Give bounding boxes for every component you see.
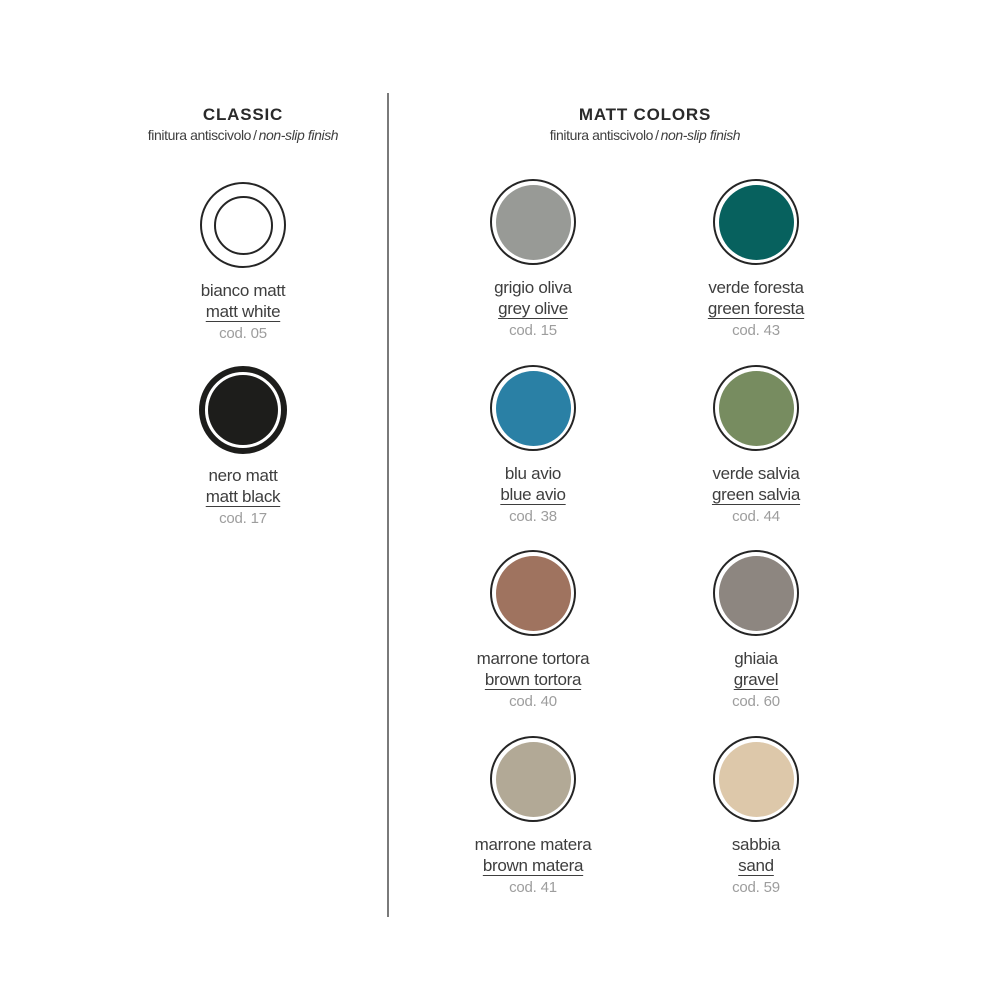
swatch-code: cod. 38 bbox=[509, 508, 557, 525]
swatch-name-english: sand bbox=[738, 856, 774, 875]
swatch-circle-box bbox=[423, 363, 643, 453]
swatch-circle-box bbox=[646, 363, 866, 453]
swatch-blue-avio bbox=[423, 363, 643, 525]
swatch-circle bbox=[490, 736, 576, 822]
swatch-brown-tortora bbox=[423, 548, 643, 710]
swatch-circle-box bbox=[423, 734, 643, 824]
swatch-code: cod. 15 bbox=[509, 322, 557, 339]
swatch-code: cod. 41 bbox=[509, 879, 557, 896]
swatch-circle-box bbox=[646, 734, 866, 824]
swatch-circle bbox=[200, 182, 286, 268]
swatch-code: cod. 44 bbox=[732, 508, 780, 525]
swatch-name-english: brown matera bbox=[482, 856, 584, 875]
swatch-circle-box bbox=[646, 548, 866, 638]
swatch-matt-white bbox=[133, 180, 353, 342]
swatch-name-italian: marrone matera bbox=[474, 835, 592, 854]
swatch-circle-box bbox=[423, 548, 643, 638]
color-fill bbox=[719, 742, 794, 817]
swatch-gravel bbox=[646, 548, 866, 710]
color-fill bbox=[496, 371, 571, 446]
subtitle-english: non-slip finish bbox=[258, 127, 339, 143]
color-fill bbox=[719, 556, 794, 631]
swatch-circle bbox=[713, 550, 799, 636]
section-title-matt-colors: MATT COLORS bbox=[578, 105, 712, 124]
swatch-name-italian: nero matt bbox=[208, 466, 278, 485]
swatch-code: cod. 05 bbox=[219, 325, 267, 342]
color-fill bbox=[719, 185, 794, 260]
swatch-name-italian: ghiaia bbox=[734, 649, 778, 668]
color-fill bbox=[496, 742, 571, 817]
swatch-green-foresta bbox=[646, 177, 866, 339]
swatch-code: cod. 59 bbox=[732, 879, 780, 896]
swatch-code: cod. 60 bbox=[732, 693, 780, 710]
swatch-grey-olive bbox=[423, 177, 643, 339]
section-title-classic: CLASSIC bbox=[202, 105, 284, 124]
swatch-green-salvia bbox=[646, 363, 866, 525]
subtitle-english: non-slip finish bbox=[660, 127, 741, 143]
swatch-name-english: green salvia bbox=[711, 485, 801, 504]
subtitle-separator: / bbox=[655, 127, 659, 143]
swatch-circle-box bbox=[646, 177, 866, 267]
swatch-circle bbox=[713, 179, 799, 265]
swatch-code: cod. 17 bbox=[219, 510, 267, 527]
swatch-code: cod. 43 bbox=[732, 322, 780, 339]
color-fill bbox=[719, 371, 794, 446]
section-header-matt-colors bbox=[485, 105, 805, 144]
swatch-circle-box bbox=[133, 365, 353, 455]
swatch-matt-black bbox=[133, 365, 353, 527]
swatch-circle bbox=[490, 550, 576, 636]
swatch-name-english: gravel bbox=[733, 670, 779, 689]
swatch-circle-box bbox=[423, 177, 643, 267]
swatch-name-english: matt white bbox=[205, 302, 281, 321]
subtitle-italian: finitura antiscivolo bbox=[147, 127, 252, 143]
swatch-name-italian: sabbia bbox=[731, 835, 781, 854]
swatch-name-english: blue avio bbox=[500, 485, 566, 504]
swatch-name-italian: verde salvia bbox=[712, 464, 800, 483]
swatch-name-italian: marrone tortora bbox=[476, 649, 590, 668]
section-subtitle-classic bbox=[133, 126, 353, 144]
swatch-code: cod. 40 bbox=[509, 693, 557, 710]
swatch-name-english: brown tortora bbox=[484, 670, 582, 689]
swatch-name-italian: verde foresta bbox=[708, 278, 804, 297]
section-divider bbox=[387, 93, 389, 917]
subtitle-italian: finitura antiscivolo bbox=[549, 127, 654, 143]
section-header-classic bbox=[133, 105, 353, 144]
swatch-name-english: grey olive bbox=[498, 299, 568, 318]
swatch-circle bbox=[490, 365, 576, 451]
subtitle-separator: / bbox=[253, 127, 257, 143]
swatch-name-english: matt black bbox=[205, 487, 281, 506]
swatch-circle-box bbox=[133, 180, 353, 270]
swatch-name-italian: grigio oliva bbox=[494, 278, 572, 297]
swatch-brown-matera bbox=[423, 734, 643, 896]
swatch-circle bbox=[490, 179, 576, 265]
swatch-circle bbox=[199, 366, 287, 454]
inner-ring bbox=[214, 196, 273, 255]
swatch-sand bbox=[646, 734, 866, 896]
swatch-name-english: green foresta bbox=[707, 299, 805, 318]
color-fill bbox=[208, 375, 278, 445]
swatch-name-italian: blu avio bbox=[504, 464, 562, 483]
swatch-name-italian: bianco matt bbox=[200, 281, 286, 300]
section-subtitle-matt-colors bbox=[485, 126, 805, 144]
swatch-circle bbox=[713, 365, 799, 451]
swatch-circle bbox=[713, 736, 799, 822]
color-fill bbox=[496, 185, 571, 260]
color-fill bbox=[496, 556, 571, 631]
